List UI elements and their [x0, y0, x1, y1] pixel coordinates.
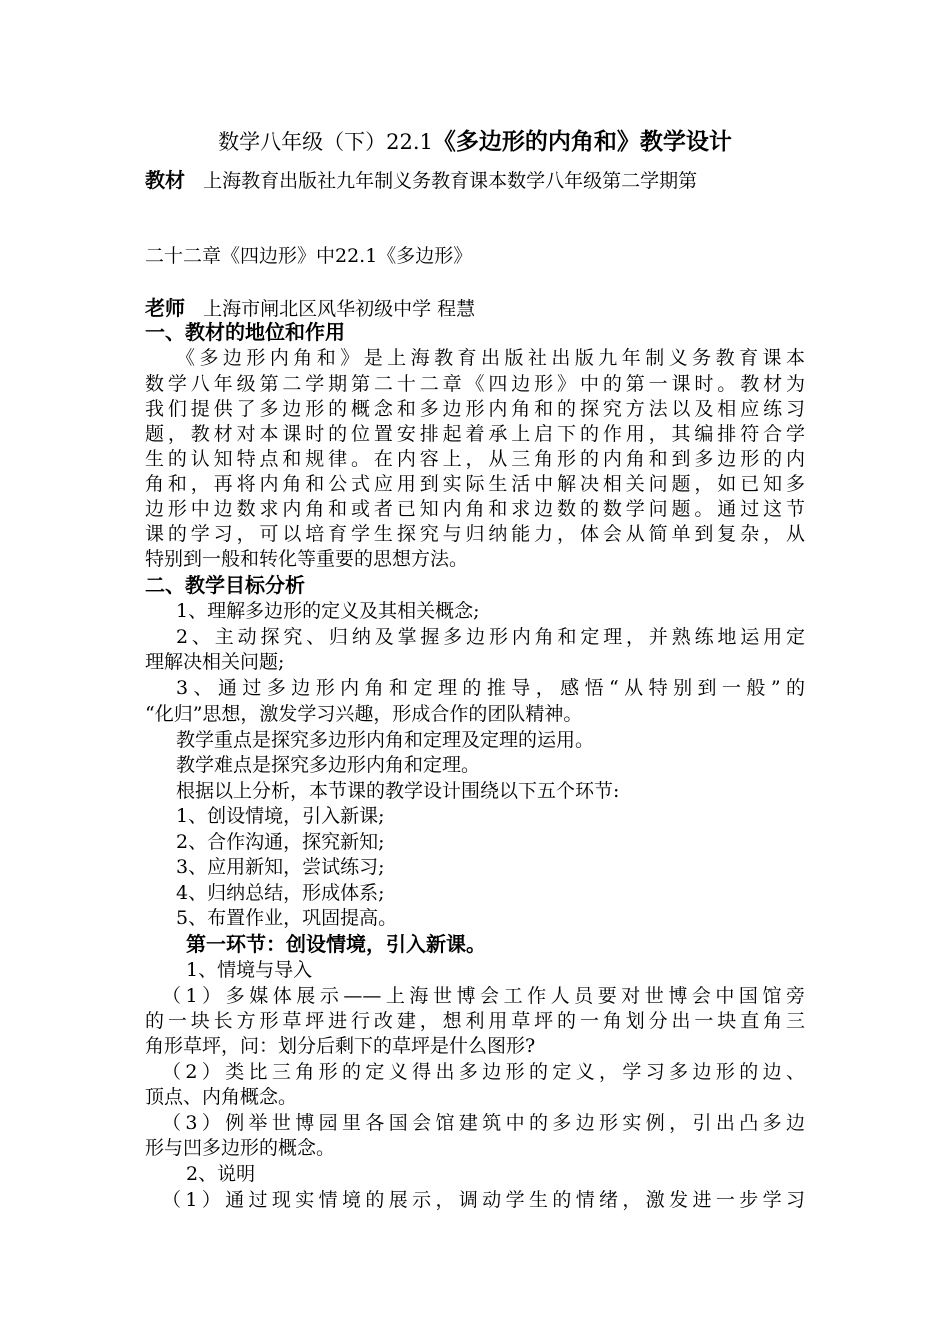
step-item: 1、创设情境，引入新课;	[176, 805, 385, 827]
goal-3: 3、通过多边形内角和定理的推导，感悟“从特别到一般”的	[176, 677, 805, 699]
step-item: 4、归纳总结，形成体系;	[176, 882, 385, 904]
section1-line: 《多边形内角和》是上海教育出版社出版九年制义务教育课本	[176, 347, 805, 369]
section1-line: 题，教材对本课时的位置安排起着承上启下的作用，其编排符合学	[145, 423, 805, 445]
title-main: 《多边形的内角和》教学设计	[432, 128, 732, 155]
stage1-sub-2: 2、说明	[186, 1163, 256, 1185]
teacher-text: 上海市闸北区风华初级中学 程慧	[203, 298, 476, 320]
step-item: 2、合作沟通，探究新知;	[176, 831, 385, 853]
step-item: 5、布置作业，巩固提高。	[176, 907, 398, 929]
material-text-2: 二十二章《四边形》中22.1《多边形》	[145, 245, 473, 267]
section1-line: 数学八年级第二学期第二十二章《四边形》中的第一课时。教材为	[145, 373, 805, 395]
section1-line: 特别到一般和转化等重要的思想方法。	[145, 548, 469, 570]
document-title	[0, 127, 950, 157]
teacher-line	[145, 295, 805, 322]
section2-heading: 二、教学目标分析	[145, 573, 305, 597]
teaching-key-point: 教学重点是探究多边形内角和定理及定理的运用。	[176, 729, 595, 751]
step-item: 3、应用新知，尝试练习;	[176, 856, 385, 878]
goal-3-cont: “化归”思想，激发学习兴趣，形成合作的团队精神。	[145, 703, 583, 725]
section1-line: 生的认知特点和规律。在内容上，从三角形的内角和到多边形的内	[145, 448, 805, 470]
stage1-heading: 第一环节：创设情境，引入新课。	[186, 932, 486, 956]
section1-line: 边形中边数求内角和或者已知内角和求边数的数学问题。通过这节	[145, 498, 805, 520]
teacher-label: 老师	[145, 296, 185, 320]
teaching-difficulty: 教学难点是探究多边形内角和定理。	[176, 754, 481, 776]
stage1-paragraph: 的一块长方形草坪进行改建，想利用草坪的一角划分出一块直角三	[145, 1010, 805, 1032]
section1-heading: 一、教材的地位和作用	[145, 320, 345, 344]
stage1-paragraph: （1）多媒体展示——上海世博会工作人员要对世博会中国馆旁	[162, 985, 805, 1007]
material-label: 教材	[145, 168, 185, 192]
stage1-paragraph: 角形草坪，问：划分后剩下的草坪是什么图形?	[145, 1035, 536, 1057]
material-line	[145, 167, 805, 194]
goal-1: 1、理解多边形的定义及其相关概念;	[176, 600, 480, 622]
section1-line: 课的学习，可以培育学生探究与归纳能力，体会从简单到复杂，从	[145, 523, 805, 545]
material-text-1: 上海教育出版社九年制义务教育课本数学八年级第二学期第	[203, 170, 698, 192]
goal-2-cont: 理解决相关问题;	[145, 651, 285, 673]
stage1-paragraph: 顶点、内角概念。	[145, 1086, 298, 1108]
stage1-paragraph: 形与凹多边形的概念。	[145, 1137, 336, 1159]
section1-line: 角和，再将内角和公式应用到实际生活中解决相关问题，如已知多	[145, 473, 805, 495]
design-intro: 根据以上分析，本节课的教学设计围绕以下五个环节:	[176, 780, 620, 802]
stage1-paragraph: （1）通过现实情境的展示，调动学生的情绪，激发进一步学习	[162, 1189, 805, 1211]
stage1-paragraph: （2）类比三角形的定义得出多边形的定义，学习多边形的边、	[162, 1061, 805, 1083]
stage1-paragraph: （3）例举世博园里各国会馆建筑中的多边形实例，引出凸多边	[162, 1112, 805, 1134]
section1-line: 我们提供了多边形的概念和多边形内角和的探究方法以及相应练习	[145, 398, 805, 420]
title-prefix: 数学八年级（下）22.1	[218, 130, 433, 154]
goal-2: 2、主动探究、归纳及掌握多边形内角和定理，并熟练地运用定	[176, 626, 805, 648]
stage1-sub-1: 1、情境与导入	[186, 959, 313, 981]
